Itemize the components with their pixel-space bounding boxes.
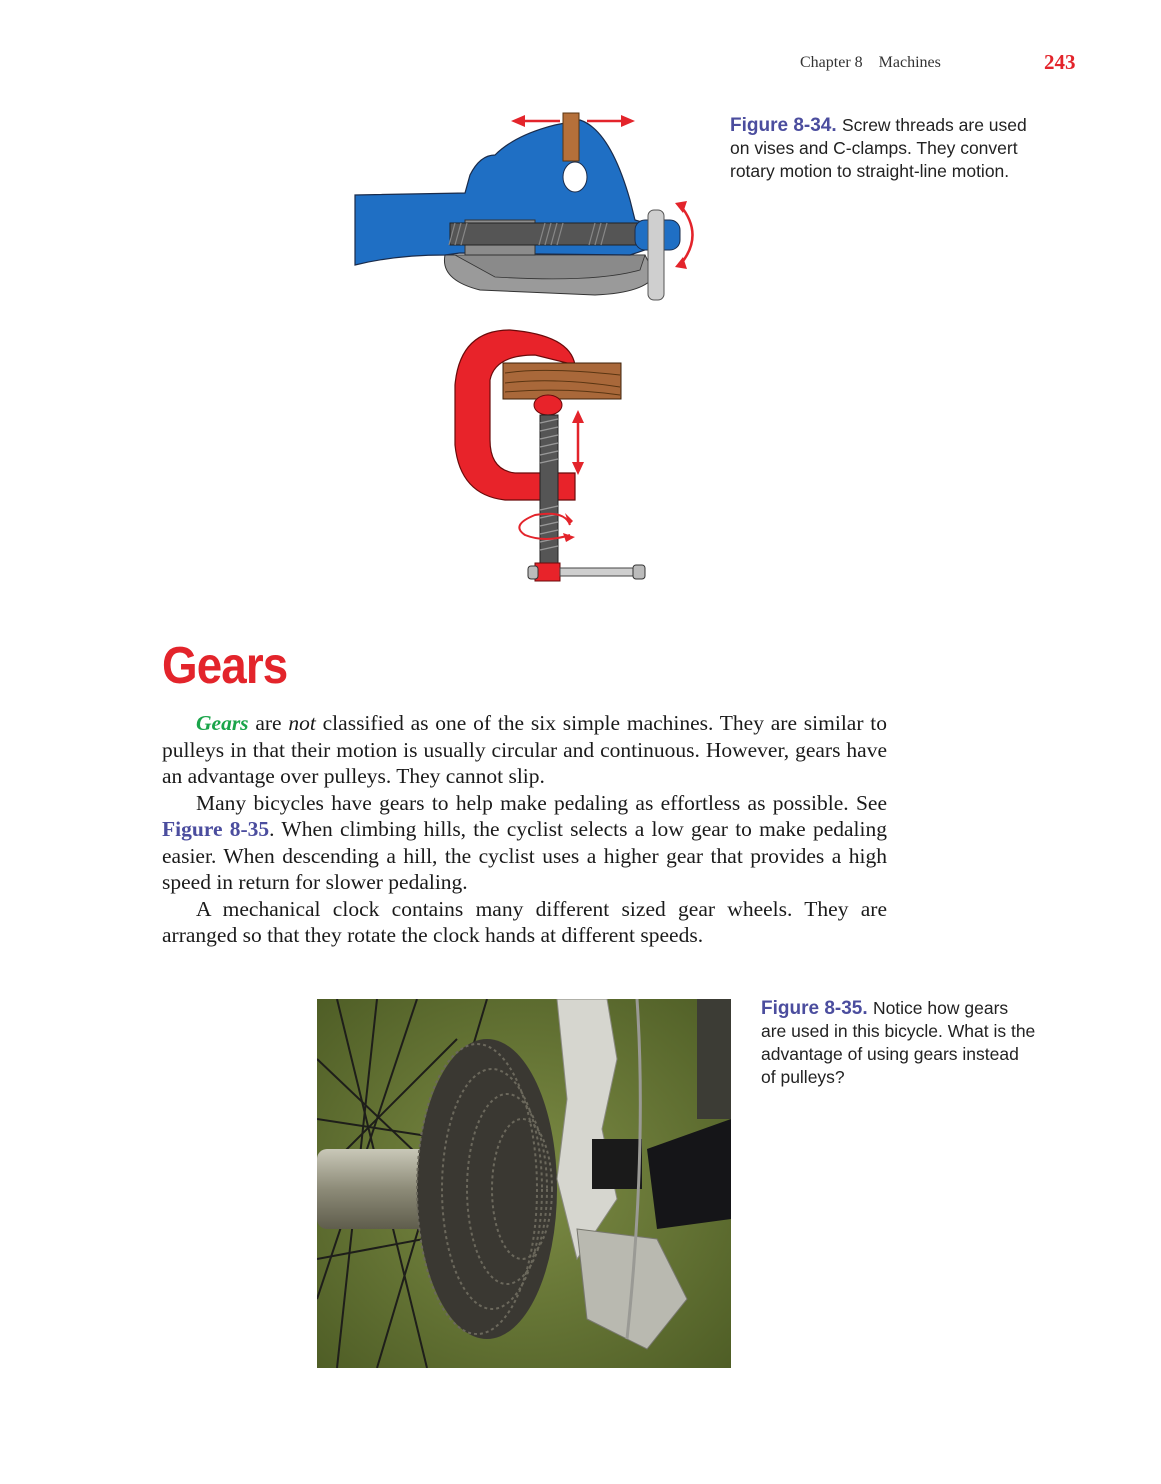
bicycle-gears-photo [317, 999, 731, 1368]
paragraph: Gears are not classified as one of the six simple machines. They are similar to pulleys in that their motion is usually circular and continuous. However, gears have an advantage over pulleys. They cannot slip. [162, 711, 887, 788]
c-clamp-illustration [445, 325, 655, 585]
paragraph: Many bicycles have gears to help make pedaling as effortless as possible. See Figure 8-35. When climbing hills, the cyclist selects a low gear to make pedaling easier. When descending a hill, the cyclist uses a higher gear that provides a high speed in return for slower pedaling. [162, 790, 887, 894]
figure-label: Figure 8-35. [761, 998, 873, 1019]
key-term: Gears [196, 711, 249, 735]
body-text [162, 710, 887, 949]
figure-8-34-caption: Figure 8-34. Screw threads are used on vises and C-clamps. They convert rotary motion to straight-line motion. [730, 114, 1050, 183]
rotation-arrow-icon [680, 205, 693, 265]
vertical-arrow-icon [572, 410, 584, 475]
figure-8-35-caption: Figure 8-35. Notice how gears are used in this bicycle. What is the advantage of using gears instead of pulleys? [761, 997, 1051, 1089]
page-number: 243 [1044, 50, 1076, 74]
paragraph: A mechanical clock contains many different sized gear wheels. They are arranged so that they rotate the clock hands at different speeds. [162, 896, 887, 947]
section-title: Gears [162, 637, 288, 695]
figure-label: Figure 8-34. [730, 115, 842, 136]
running-header: Chapter 8 Machines [800, 54, 941, 71]
bench-vise-illustration [345, 105, 705, 305]
figure-reference-link[interactable]: Figure 8-35 [162, 817, 270, 841]
